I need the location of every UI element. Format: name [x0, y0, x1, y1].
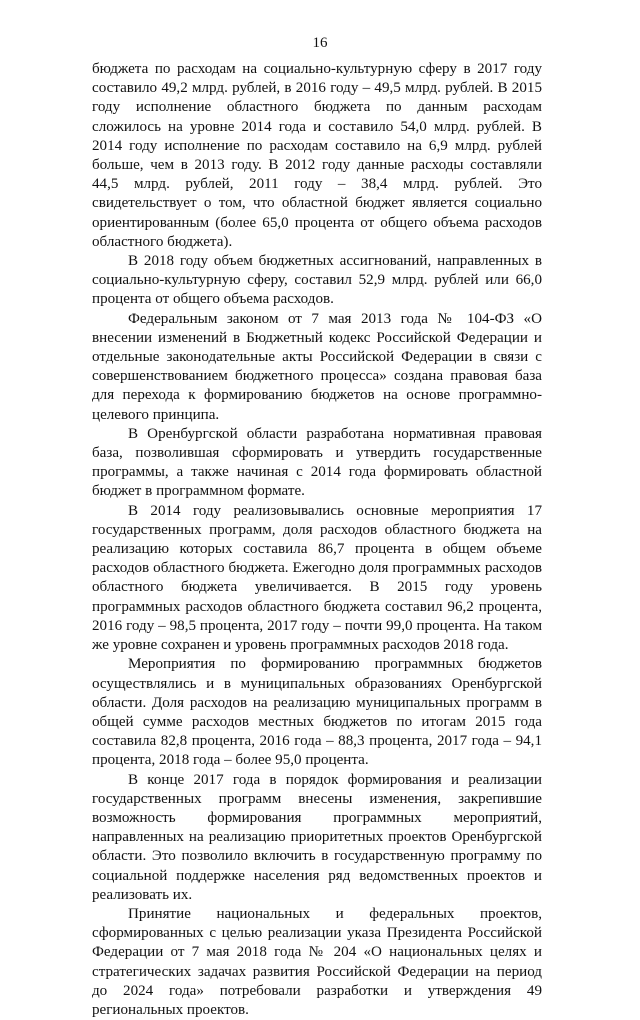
paragraph-7: В конце 2017 года в порядок формирования и реализации государственных программ внесены изменения, закрепившие возможность формирования программных мероприятий, направленных на реализацию приоритетных проектов Оренбургской области. Это позволило включить в государственную программу по социальной поддержке населения ряд ведомственных проектов и реализовать их. — [92, 771, 542, 903]
paragraph-1: бюджета по расходам на социально-культурную сферу в 2017 году составило 49,2 млрд. рублей, в 2016 году – 49,5 млрд. рублей. В 2015 году исполнение областного бюджета по данным расходам сложилось на уровне 2014 года и составило 54,0 млрд. рублей. В 2014 году исполнение по расходам составило на 6,9 млрд. рублей больше, чем в 2013 году. В 2012 году данные расходы составляли 44,5 млрд. рублей, 2011 году – 38,4 млрд. рублей. Это свидетельствует о том, что областной бюджет является социально ориентированным (более 65,0 процента от общего объема расходов областного бюджета). — [92, 61, 542, 250]
paragraph-8: Принятие национальных и федеральных проектов, сформированных с целью реализации указа Президента Российской Федерации от 7 мая 2018 года № 204 «О национальных целях и стратегических задачах развития Российской Федерации на период до 2024 года» потребовали разработки и утверждения 49 региональных проектов. — [92, 905, 542, 1018]
paragraph-2: В 2018 году объем бюджетных ассигнований, направленных в социально-культурную сферу, составил 52,9 млрд. рублей или 66,0 процента от общего объема расходов. — [92, 253, 542, 308]
page-number: 16 — [312, 35, 328, 51]
document-body — [92, 60, 542, 1020]
paragraph-3: Федеральным законом от 7 мая 2013 года № 104-ФЗ «О внесении изменений в Бюджетный кодекс Российской Федерации и отдельные законодательные акты Российской Федерации в связи с совершенствованием бюджетного процесса» создана правовая база для перехода к формированию бюджетов на основе программно-целевого принципа. — [92, 310, 542, 423]
paragraph-5: В 2014 году реализовывались основные мероприятия 17 государственных программ, доля расходов областного бюджета на реализацию которых составила 86,7 процента в общем объеме расходов областного бюджета. Ежегодно доля программных расходов областного бюджета увеличивается. В 2015 году уровень программных расходов областного бюджета составил 96,2 процента, 2016 году – 98,5 процента, 2017 году – почти 99,0 процента. На таком же уровне сохранен и уровень программных расходов 2018 года. — [92, 502, 542, 654]
paragraph-6: Мероприятия по формированию программных бюджетов осуществлялись и в муниципальных образованиях Оренбургской области. Доля расходов на реализацию муниципальных программ в общей сумме расходов местных бюджетов по итогам 2015 года составила 82,8 процента, 2016 года – 88,3 процента, 2017 года – 94,1 процента, 2018 года – более 95,0 процента. — [92, 656, 542, 769]
paragraph-4: В Оренбургской области разработана нормативная правовая база, позволившая сформировать и утвердить государственные программы, а также начиная с 2014 года формировать областной бюджет в программном формате. — [92, 425, 542, 500]
